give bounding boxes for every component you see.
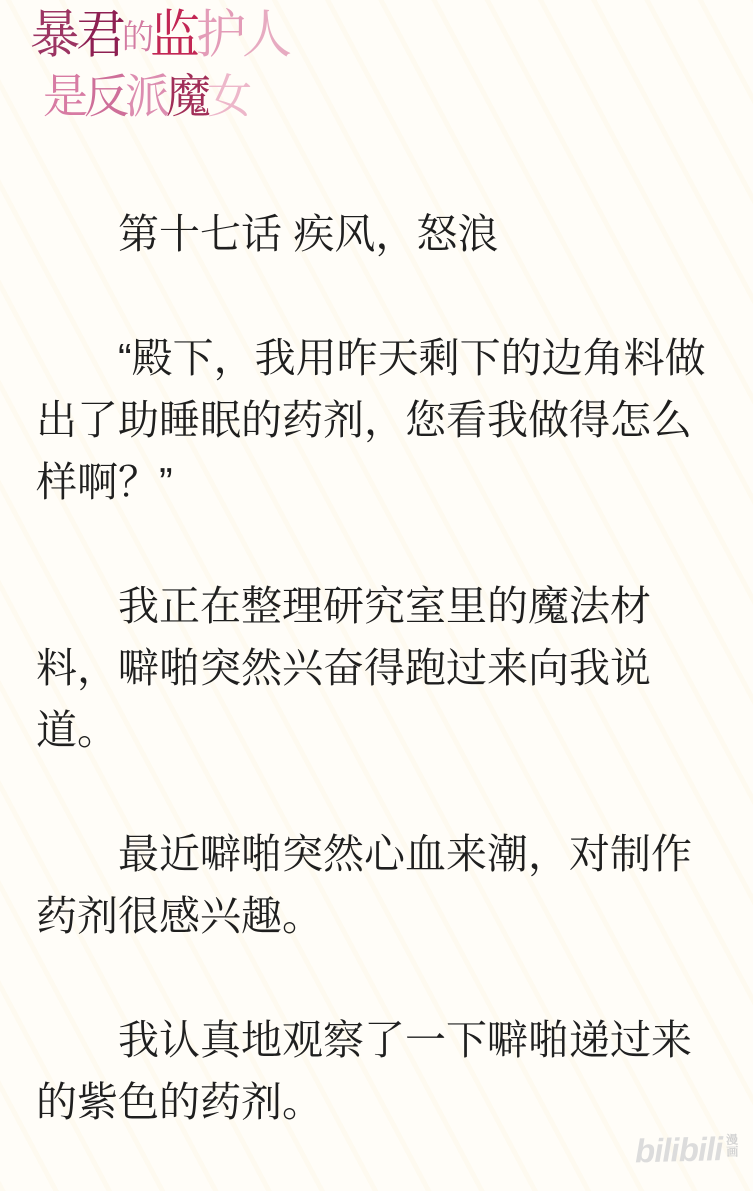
logo-char: 女 bbox=[207, 68, 249, 125]
series-logo-line1 bbox=[30, 4, 289, 72]
manga-label-char: 画 bbox=[725, 1144, 739, 1159]
logo-char: 反 bbox=[84, 68, 126, 125]
logo-char: 魔 bbox=[166, 68, 208, 125]
logo-char: 是 bbox=[43, 68, 85, 125]
bilibili-logo-text: bilibili bbox=[634, 1130, 723, 1170]
logo-char: 人 bbox=[242, 4, 289, 66]
paragraph: “殿下，我用昨天剩下的边角料做出了助睡眠的药剂，您看我做得怎么样啊？” bbox=[36, 335, 706, 505]
paragraph: 最近噼啪突然心血来潮，对制作药剂很感兴趣。 bbox=[36, 831, 692, 939]
logo-char: 暴 bbox=[30, 4, 76, 66]
bilibili-watermark bbox=[634, 1130, 738, 1171]
logo-char: 派 bbox=[125, 68, 167, 125]
series-logo-line2 bbox=[30, 68, 288, 125]
logo-char: 护 bbox=[196, 4, 243, 66]
paragraph: 我正在整理研究室里的魔法材料，噼啪突然兴奋得跑过来向我说道。 bbox=[36, 583, 651, 753]
series-logo bbox=[30, 4, 289, 125]
paragraph: 我认真地观察了一下噼啪递过来的紫色的药剂。 bbox=[36, 1017, 692, 1125]
chapter-title: 第十七话 疾风，怒浪 bbox=[118, 211, 499, 257]
bilibili-manga-label bbox=[726, 1134, 739, 1158]
chapter-content bbox=[36, 203, 717, 1133]
logo-char: 监 bbox=[150, 4, 197, 66]
manga-label-char: 漫 bbox=[725, 1132, 738, 1147]
logo-char: 君 bbox=[76, 4, 122, 66]
logo-char: 的 bbox=[122, 17, 151, 57]
